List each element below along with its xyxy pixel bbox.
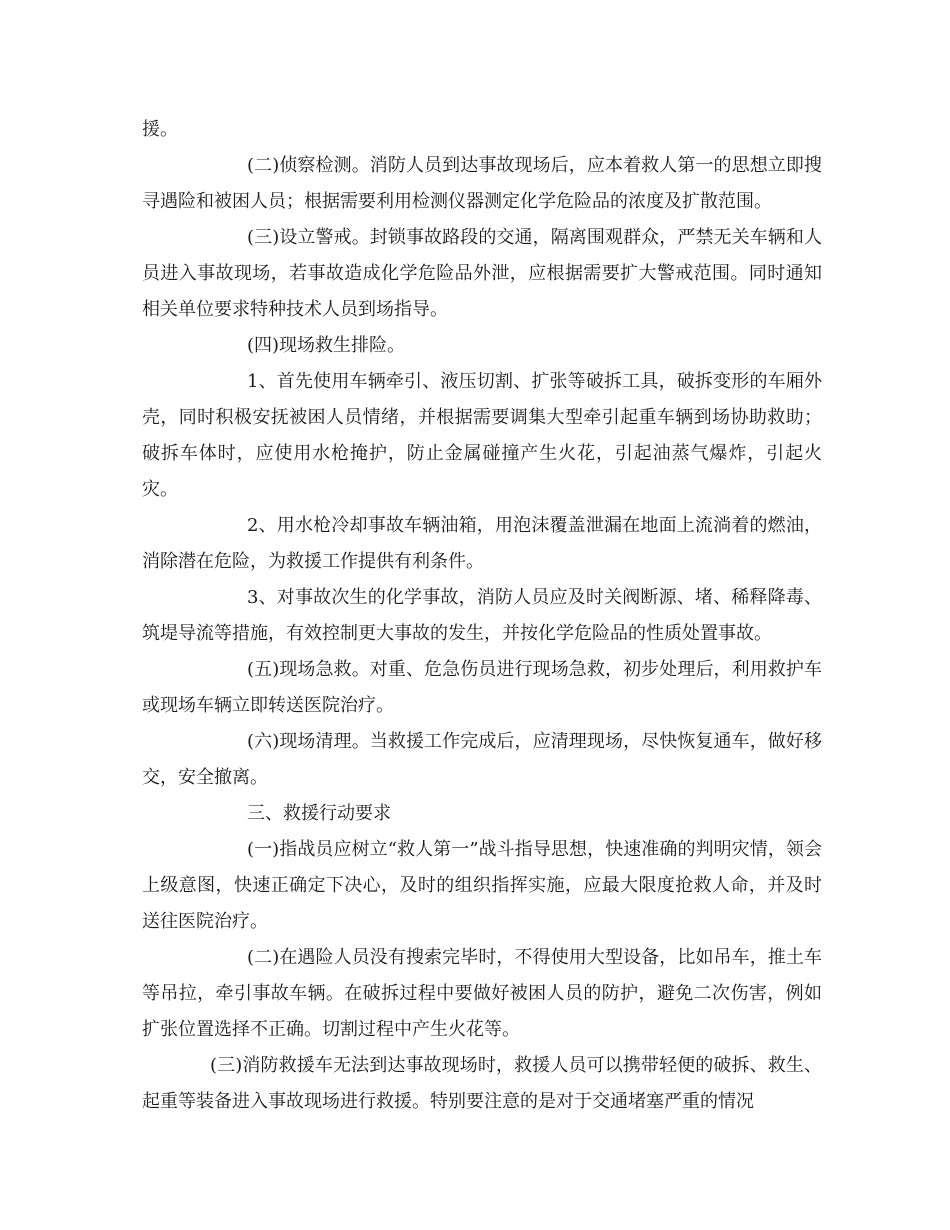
paragraph-cordon: (三)设立警戒。封锁事故路段的交通，隔离围观群众，严禁无关车辆和人员进入事故现场，若事故造成化学危险品外泄，应根据需要扩大警戒范围。同时通知相关单位要求特种技术人员到场指导。 [142, 227, 822, 320]
paragraph-requirement-3: (三)消防救援车无法到达事故现场时，救援人员可以携带轻便的破拆、救生、起重等装备进入事故现场进行救援。特别要注意的是对于交通堵塞严重的情况 [142, 1055, 822, 1112]
paragraph-item-3: 3、对事故次生的化学事故，消防人员应及时关阀断源、堵、稀释降毒、筑堤导流等措施，有效控制更大事故的发生，并按化学危险品的性质处置事故。 [142, 587, 822, 644]
document-body [142, 112, 822, 1120]
section-heading-3: 三、救援行动要求 [247, 803, 391, 824]
paragraph-item-2: 2、用水枪冷却事故车辆油箱，用泡沫覆盖泄漏在地面上流淌着的燃油，消除潜在危险，为救援工作提供有利条件。 [142, 515, 822, 572]
paragraph-cleanup: (六)现场清理。当救援工作完成后，应清理现场，尽快恢复通车，做好移交，安全撤离。 [142, 731, 822, 788]
paragraph-continuation: 援。 [142, 119, 178, 140]
paragraph-first-aid: (五)现场急救。对重、危急伤员进行现场急救，初步处理后，利用救护车或现场车辆立即转送医院治疗。 [142, 659, 822, 716]
paragraph-requirement-2: (二)在遇险人员没有搜索完毕时，不得使用大型设备，比如吊车，推土车等吊拉，牵引事故车辆。在破拆过程中要做好被困人员的防护，避免二次伤害，例如扩张位置选择不正确。切割过程中产生火花等。 [142, 947, 822, 1040]
paragraph-requirement-1: (一)指战员应树立“救人第一”战斗指导思想，快速准确的判明灾情，领会上级意图，快速正确定下决心，及时的组织指挥实施，应最大限度抢救人命，并及时送往医院治疗。 [142, 839, 822, 932]
paragraph-item-1: 1、首先使用车辆牵引、液压切割、扩张等破拆工具，破拆变形的车厢外壳，同时积极安抚被困人员情绪，并根据需要调集大型牵引起重车辆到场协助救助；破拆车体时，应使用水枪掩护，防止金属碰撞产生火花，引起油蒸气爆炸，引起火灾。 [142, 371, 822, 500]
paragraph-reconnaissance: (二)侦察检测。消防人员到达事故现场后，应本着救人第一的思想立即搜寻遇险和被困人员；根据需要利用检测仪器测定化学危险品的浓度及扩散范围。 [142, 155, 822, 212]
paragraph-rescue-heading: (四)现场救生排险。 [247, 335, 406, 356]
